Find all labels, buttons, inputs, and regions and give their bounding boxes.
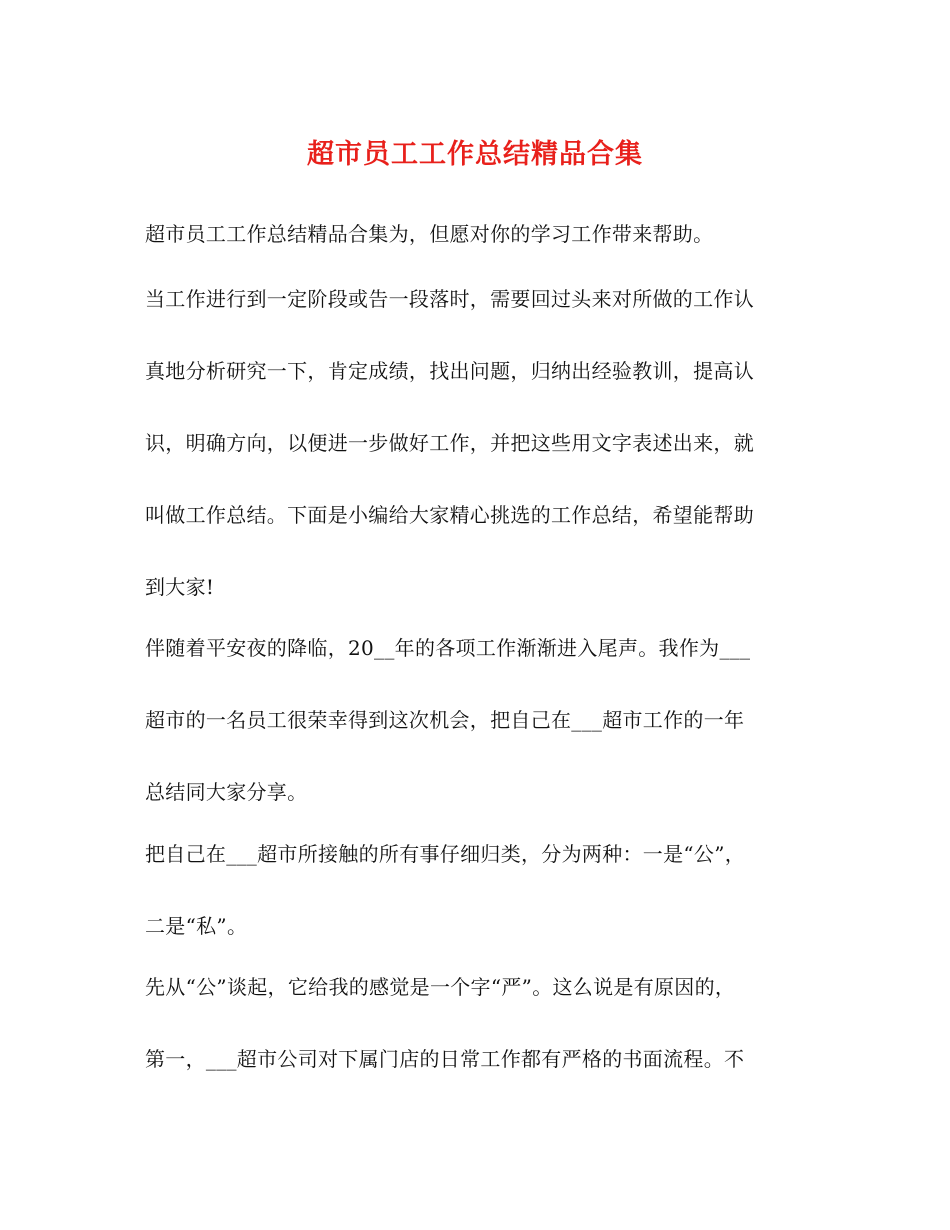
document-title: 超市员工工作总结精品合集 — [307, 139, 643, 170]
paragraph-line: 先从“公”谈起，它给我的感觉是一个字“严”。这么说是有原因的， — [145, 975, 736, 999]
paragraph-line: 识，明确方向，以便进一步做好工作，并把这些用文字表述出来，就 — [145, 431, 754, 455]
paragraph-line: 超市的一名员工很荣幸得到这次机会，把自己在___超市工作的一年 — [145, 708, 745, 732]
paragraph-line: 把自己在___超市所接触的所有事仔细归类，分为两种：一是“公”， — [145, 842, 746, 866]
paragraph-line: 第一，___超市公司对下属门店的日常工作都有严格的书面流程。不 — [145, 1047, 745, 1071]
paragraph-line: 二是“私”。 — [145, 914, 248, 938]
paragraph-line: 叫做工作总结。下面是小编给大家精心挑选的工作总结，希望能帮助 — [145, 503, 754, 527]
paragraph-line: 到大家! — [145, 575, 215, 599]
paragraph-line: 总结同大家分享。 — [145, 780, 308, 804]
paragraph-line: 伴随着平安夜的降临，20__年的各项工作渐渐进入尾声。我作为___ — [145, 636, 751, 660]
paragraph-line: 当工作进行到一定阶段或告一段落时，需要回过头来对所做的工作认 — [145, 287, 754, 311]
paragraph-line: 真地分析研究一下，肯定成绩，找出问题，归纳出经验教训，提高认 — [145, 359, 754, 383]
paragraph-line: 超市员工工作总结精品合集为，但愿对你的学习工作带来帮助。 — [145, 222, 714, 246]
